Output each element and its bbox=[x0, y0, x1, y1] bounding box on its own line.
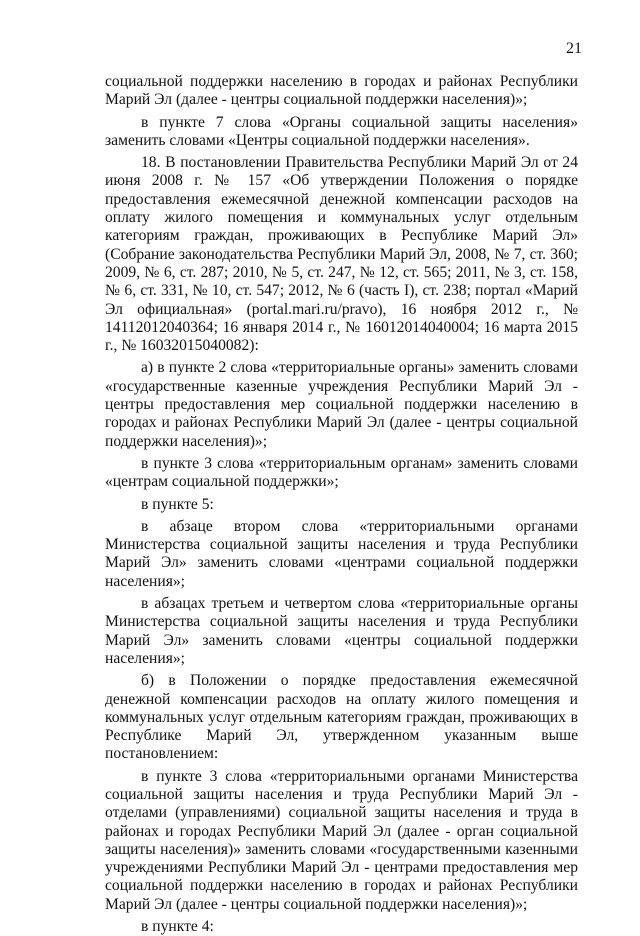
paragraph: социальной поддержки населению в городах и районах Республики Марий Эл (далее - центры социальной поддержки населения)»; bbox=[105, 73, 578, 109]
paragraph: в пункте 3 слова «территориальным органам» заменить словами «центрам социальной поддержки»; bbox=[105, 454, 578, 491]
document-body bbox=[105, 73, 578, 936]
paragraph: в пункте 5: bbox=[141, 495, 214, 513]
paragraph: в абзаце втором слова «территориальными органами Министерства социальной защиты населения и труда Республики Марий Эл» заменить словами «центрами социальной поддержки населения»; bbox=[105, 517, 578, 590]
paragraph: б) в Положении о порядке предоставления ежемесячной денежной компенсации расходов на оплату жилого помещения и коммунальных услуг отдельным категориям граждан, проживающих в Республике Марий Эл, утвержденном указанным выше постановлением: bbox=[105, 672, 578, 763]
paragraph: в пункте 3 слова «территориальными органами Министерства социальной защиты населения и труда Республики Марий Эл - отделами (управлениями) социальной защиты населения и труда в районах и городах Республики Марий Эл (далее - орган социальной защиты населения)» заменить словами «государственными казенными учреждениями Республики Марий Эл - центрами предоставления мер социальной поддержки населению в городах и районах Республики Марий Эл (далее - центры социальной поддержки населения)»; bbox=[105, 767, 578, 913]
page-number: 21 bbox=[566, 40, 582, 57]
paragraph: а) в пункте 2 слова «территориальные органы» заменить словами «государственные казенные учреждения Республики Марий Эл - центры предоставления мер социальной поддержки населению в городах и районах Республики Марий Эл (далее - центры социальной поддержки населения)»; bbox=[105, 359, 578, 450]
paragraph: 18. В постановлении Правительства Республики Марий Эл от 24 июня 2008 г. № 157 «Об утверждении Положения о порядке предоставления ежемесячной денежной компенсации расходов на оплату жилого помещения и коммунальных услуг отдельным категориям граждан, проживающих в Республике Марий Эл» (Собрание законодательства Республики Марий Эл, 2008, № 7, ст. 360; 2009, № 6, ст. 287; 2010, № 5, ст. 247, № 12, ст. 565; 2011, № 3, ст. 158, № 6, ст. 331, № 10, ст. 547; 2012, № 6 (часть I), ст. 238; портал «Марий Эл официальная» (portal.mari.ru/pravo), 16 ноября 2012 г., № 14112012040364; 16 января 2014 г., № 16012014040004; 16 марта 2015 г., № 16032015040082): bbox=[105, 154, 578, 355]
paragraph: в пункте 4: bbox=[141, 918, 214, 936]
paragraph: в абзацах третьем и четвертом слова «территориальные органы Министерства социальной защиты населения и труда Республики Марий Эл» заменить словами «центры социальной поддержки населения»; bbox=[105, 595, 578, 667]
paragraph: в пункте 7 слова «Органы социальной защиты населения» заменить словами «Центры социальной поддержки населения». bbox=[105, 113, 578, 149]
